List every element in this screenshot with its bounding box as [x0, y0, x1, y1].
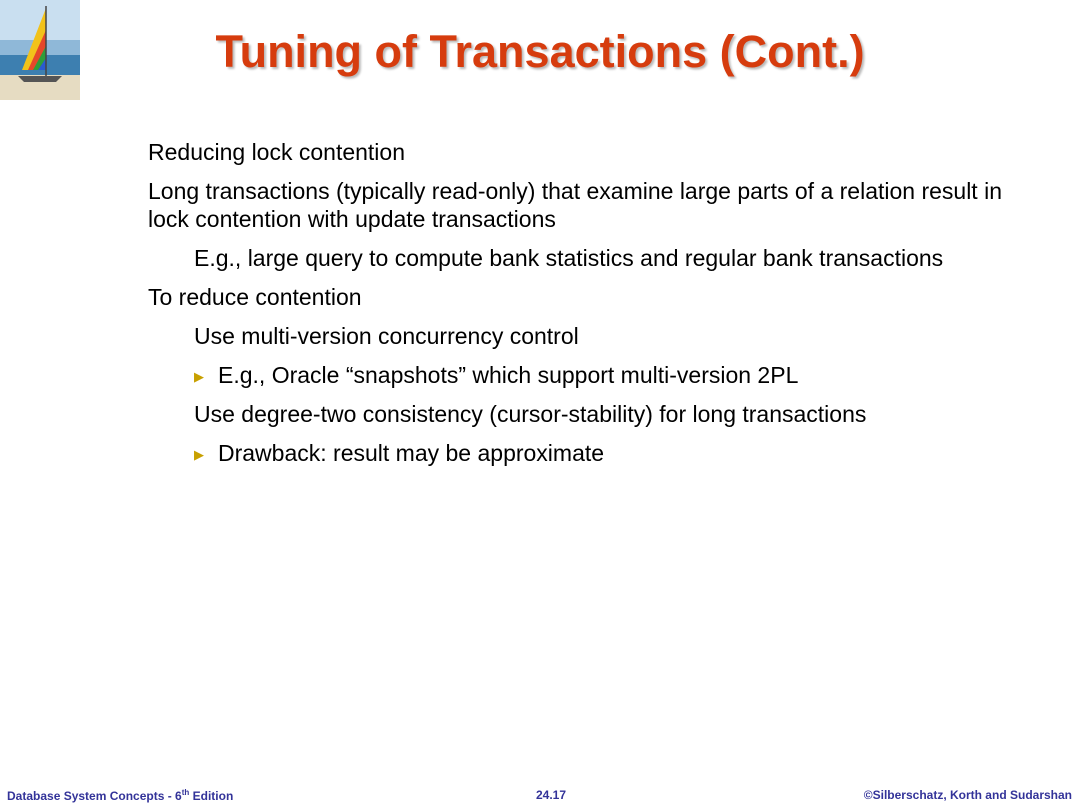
triangle-bullet-icon: ▶ [194, 369, 204, 384]
triangle-bullet-icon: ▶ [194, 447, 204, 462]
slide-content [148, 138, 1048, 478]
footer-copyright: ©Silberschatz, Korth and Sudarshan [863, 788, 1072, 802]
slide-title: Tuning of Transactions (Cont.) [215, 26, 865, 77]
bullet-to-reduce-contention: To reduce contention [148, 284, 362, 310]
footer-book-prefix: Database System Concepts - 6 [7, 789, 182, 803]
bullet-multi-version-concurrency: Use multi-version concurrency control [194, 323, 579, 349]
footer-book-sup: th [181, 788, 190, 797]
footer-page-number: 24.17 [536, 788, 567, 802]
bullet-reducing-lock-contention: Reducing lock contention [148, 139, 405, 165]
footer-book-suffix: Edition [189, 789, 234, 803]
bullet-drawback [148, 439, 1048, 467]
bullet-bank-statistics-example: E.g., large query to compute bank statistics and regular bank transactions [194, 245, 944, 271]
footer-book-title [7, 788, 233, 803]
bullet-long-transactions: Long transactions (typically read-only) that examine large parts of a relation result in lock contention with update transactions [148, 178, 1002, 232]
bullet-text: E.g., Oracle “snapshots” which support multi-version 2PL [218, 362, 799, 388]
bullet-degree-two-consistency: Use degree-two consistency (cursor-stability) for long transactions [194, 401, 867, 427]
bullet-text: Drawback: result may be approximate [218, 440, 605, 466]
bullet-oracle-snapshots [148, 361, 1048, 389]
